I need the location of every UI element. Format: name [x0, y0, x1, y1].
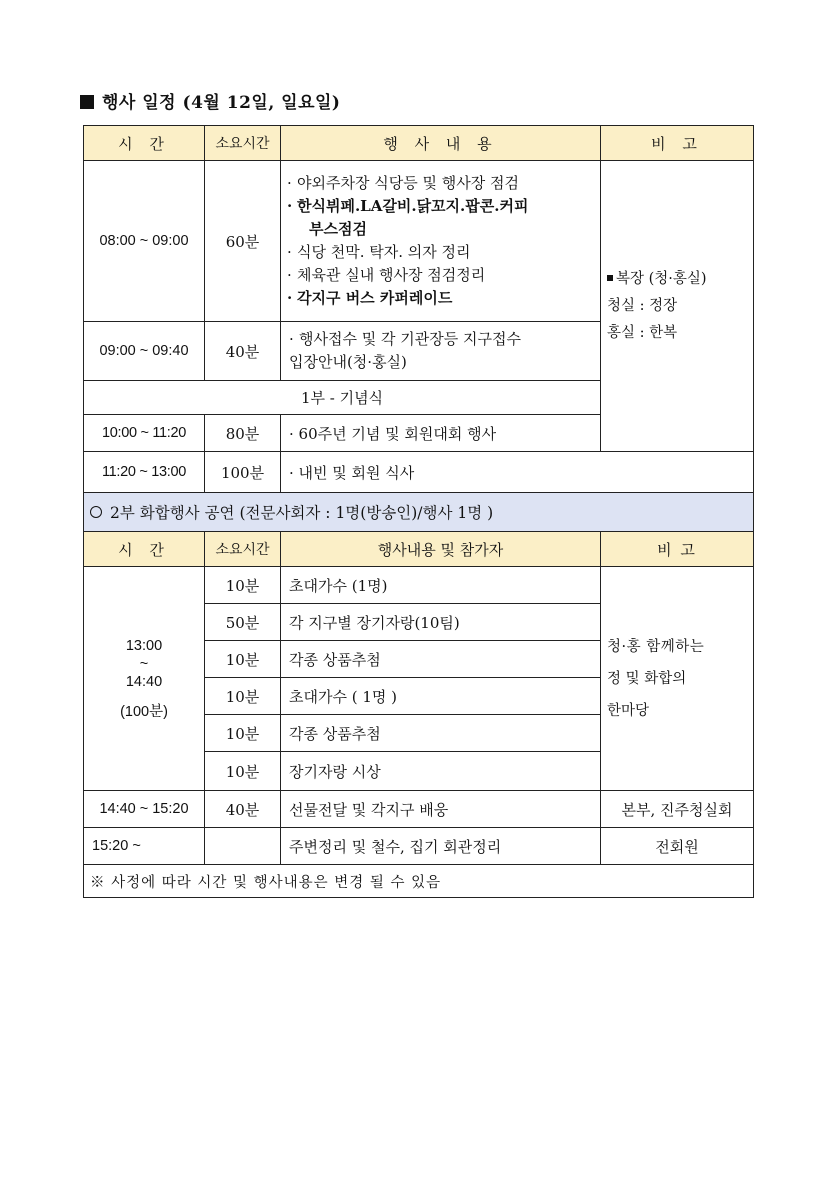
- duration-cell: 10분: [205, 752, 281, 791]
- circle-bullet-icon: [90, 506, 102, 518]
- duration-cell: 10분: [205, 641, 281, 678]
- content-cell: 장기자랑 시상: [281, 752, 601, 791]
- header-content: 행 사 내 용: [281, 126, 601, 161]
- list-item: [287, 218, 594, 241]
- header-content: 행사내용 및 참가자: [281, 532, 601, 567]
- item-text: 부스점검: [309, 220, 367, 238]
- item-text: 입장안내(청·홍실): [289, 353, 407, 371]
- duration-cell: 10분: [205, 567, 281, 604]
- content-cell: · 60주년 기념 및 회원대회 행사: [281, 415, 601, 452]
- item-text: 야외주차장 식당등 및 행사장 점검: [297, 174, 519, 192]
- list-item: · 체육관 실내 행사장 점검정리: [287, 266, 486, 284]
- table-row: [84, 567, 754, 604]
- header-row-part2: [84, 532, 754, 567]
- time-start: 13:00: [125, 637, 163, 654]
- note-line: 청실 : 정장: [607, 297, 678, 314]
- list-item: · 각지구 버스 카퍼레이드: [287, 289, 453, 307]
- item-text: 내빈 및 회원 식사: [298, 463, 415, 482]
- content-cell: 주변정리 및 철수, 집기 회관정리: [281, 828, 601, 865]
- header-duration: 소요시간: [205, 532, 281, 567]
- note-cell: 전회원: [601, 828, 754, 865]
- time-total: (100분): [120, 703, 168, 720]
- note-cell-harmony: [601, 567, 754, 791]
- note-line: 홍실 : 한복: [607, 324, 678, 341]
- duration-cell: 50분: [205, 604, 281, 641]
- header-note: 비 고: [601, 532, 754, 567]
- note-line: 청·홍 함께하는: [607, 638, 705, 655]
- table-row: [84, 452, 754, 493]
- time-cell: 15:20 ~: [84, 828, 205, 865]
- header-time: 시 간: [84, 126, 205, 161]
- table-row: [84, 161, 754, 322]
- item-text: 60주년 기념 및 회원대회 행사: [298, 424, 497, 443]
- note-cell-dress-code: [601, 161, 754, 452]
- list-item: · 행사접수 및 각 기관장등 지구접수: [289, 330, 521, 348]
- duration-cell: [205, 828, 281, 865]
- table-row: [84, 828, 754, 865]
- duration-cell: 40분: [205, 791, 281, 828]
- list-item: · 한식뷔페.LA갈비.닭꼬지.팝콘.커피: [287, 197, 529, 215]
- item-text: 한식뷔페.LA갈비.닭꼬지.팝콘.커피: [297, 197, 529, 215]
- content-cell: 초대가수 ( 1명 ): [281, 678, 601, 715]
- duration-cell: 100분: [205, 452, 281, 493]
- header-note: 비 고: [601, 126, 754, 161]
- item-text: 체육관 실내 행사장 점검정리: [297, 266, 486, 284]
- time-sep: ~: [139, 655, 149, 672]
- time-cell: 11:20 ~ 13:00: [84, 452, 205, 493]
- time-cell: 10:00 ~ 11:20: [84, 415, 205, 452]
- footnote: ※ 사정에 따라 시간 및 행사내용은 변경 될 수 있음: [84, 865, 754, 898]
- black-square-icon: [80, 95, 94, 109]
- time-cell: 09:00 ~ 09:40: [84, 322, 205, 381]
- part2-title: [84, 493, 754, 532]
- item-text: 식당 천막. 탁자. 의자 정리: [297, 243, 471, 261]
- duration-cell: 10분: [205, 715, 281, 752]
- content-cell: 선물전달 및 각지구 배웅: [281, 791, 601, 828]
- content-cell: [281, 161, 601, 322]
- list-item: · 식당 천막. 탁자. 의자 정리: [287, 243, 471, 261]
- header-row-part1: [84, 126, 754, 161]
- header-time: 시 간: [84, 532, 205, 567]
- duration-cell: 60분: [205, 161, 281, 322]
- duration-cell: 40분: [205, 322, 281, 381]
- time-cell-part2: [84, 567, 205, 791]
- duration-cell: 80분: [205, 415, 281, 452]
- note-line: 한마당: [607, 702, 650, 719]
- time-cell: 08:00 ~ 09:00: [84, 161, 205, 322]
- content-cell: · 내빈 및 회원 식사: [281, 452, 754, 493]
- item-text: 각지구 버스 카퍼레이드: [297, 289, 453, 307]
- part2-title-row: [84, 493, 754, 532]
- content-cell: 각종 상품추첨: [281, 715, 601, 752]
- footnote-row: [84, 865, 754, 898]
- list-item: · 야외주차장 식당등 및 행사장 점검: [287, 174, 519, 192]
- item-text: 행사접수 및 각 기관장등 지구접수: [299, 330, 521, 348]
- content-cell: 각 지구별 장기자랑(10팀): [281, 604, 601, 641]
- note-text: 복장 (청·홍실): [616, 270, 707, 287]
- content-cell: [281, 322, 601, 381]
- page-title-text: 행사 일정 (4월 12일, 일요일): [102, 93, 341, 113]
- content-cell: 초대가수 (1명): [281, 567, 601, 604]
- table-row: [84, 791, 754, 828]
- schedule-table: [83, 125, 754, 898]
- content-cell: 각종 상품추첨: [281, 641, 601, 678]
- page-title: [80, 88, 340, 113]
- part1-title: 1부 - 기념식: [84, 381, 601, 415]
- time-cell: 14:40 ~ 15:20: [84, 791, 205, 828]
- note-line: [607, 266, 747, 293]
- note-cell: 본부, 진주청실회: [601, 791, 754, 828]
- duration-cell: 10분: [205, 678, 281, 715]
- small-square-icon: [607, 275, 613, 281]
- part2-title-text: 2부 화합행사 공연 (전문사회자 : 1명(방송인)/행사 1명 ): [110, 504, 494, 522]
- time-end: 14:40: [125, 673, 163, 690]
- note-line: 정 및 화합의: [607, 670, 687, 687]
- list-item: [289, 351, 594, 374]
- header-duration: 소요시간: [205, 126, 281, 161]
